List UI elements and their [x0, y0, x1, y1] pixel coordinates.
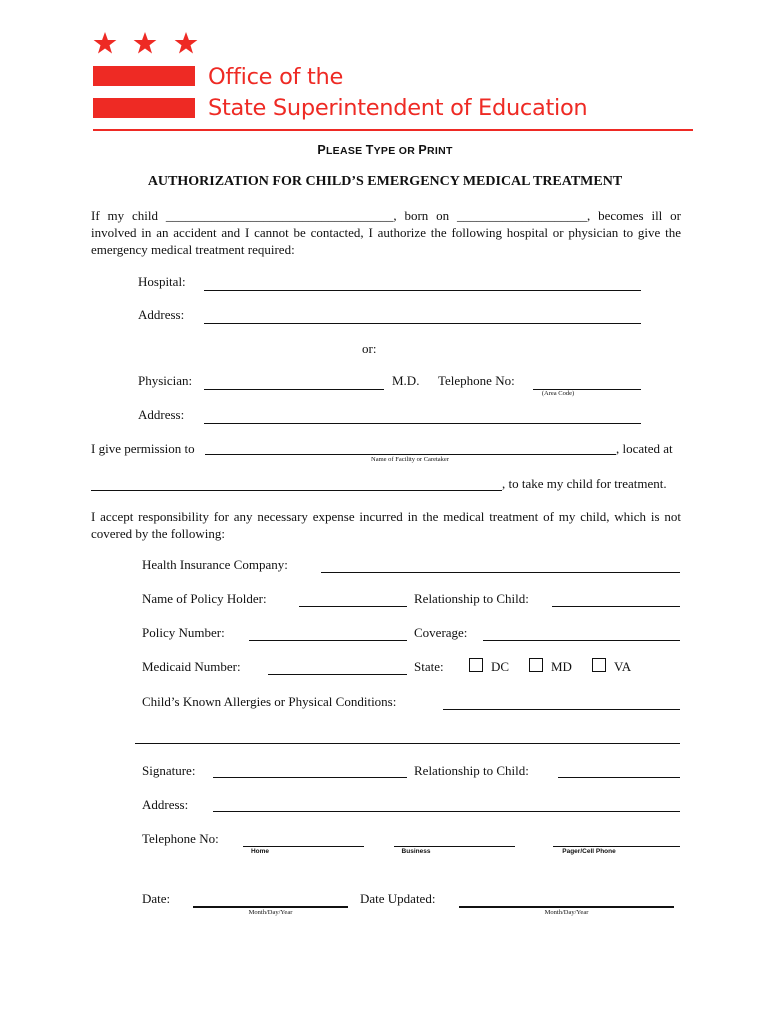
medicaid-label: Medicaid Number: [142, 659, 241, 674]
or-label: or: [362, 341, 377, 356]
logo-bar-bottom [93, 98, 195, 118]
signature-telephone-label: Telephone No: [142, 831, 219, 846]
instruction-text: PLEASE TYPE OR PRINT [317, 143, 453, 157]
date-updated-field[interactable] [459, 906, 674, 908]
va-label: VA [614, 659, 632, 674]
signature-address-field[interactable] [213, 811, 680, 812]
location-field[interactable] [91, 490, 502, 491]
star-icon [93, 31, 117, 55]
facility-field[interactable] [205, 454, 616, 455]
date-updated-caption: Month/Day/Year [544, 909, 589, 916]
pager-phone-field[interactable] [553, 846, 680, 847]
signature-relationship-field[interactable] [558, 777, 680, 778]
insurance-company-field[interactable] [321, 572, 680, 573]
physician-field[interactable] [204, 389, 384, 390]
policy-holder-field[interactable] [299, 606, 407, 607]
hospital-label: Hospital: [138, 274, 186, 289]
home-caption: Home [250, 848, 270, 855]
physician-label: Physician: [138, 373, 193, 388]
pager-caption: Pager/Cell Phone [562, 848, 616, 855]
allergies-field-line2[interactable] [135, 743, 680, 744]
facility-caption: Name of Facility or Caretaker [371, 456, 449, 463]
logo-bar-top [93, 66, 195, 86]
va-checkbox[interactable] [592, 658, 606, 672]
intro-paragraph: If my child ___________________________________, born on ____________________, becomes ill or involved in an accident and I cannot be contacted, I authorize the following hospital or physician to give the emergency medical treatment required: [91, 208, 681, 257]
insurance-company-label: Health Insurance Company: [142, 557, 288, 572]
md-state-label: MD [551, 659, 572, 674]
address-label: Address: [138, 307, 185, 322]
policy-number-field[interactable] [249, 640, 407, 641]
medicaid-field[interactable] [268, 674, 407, 675]
business-caption: Business [401, 848, 431, 855]
date-label: Date: [142, 891, 171, 906]
signature-address-label: Address: [142, 797, 189, 812]
permission-suffix: , located at [616, 441, 673, 456]
hospital-field[interactable] [204, 290, 641, 291]
md-label: M.D. [392, 373, 420, 388]
date-caption: Month/Day/Year [248, 909, 293, 916]
state-label: State: [414, 659, 444, 674]
policy-relationship-label: Relationship to Child: [414, 591, 529, 606]
logo-line-2: State Superintendent of Education [208, 95, 588, 121]
allergies-label: Child’s Known Allergies or Physical Conditions: [142, 694, 397, 709]
policy-holder-label: Name of Policy Holder: [142, 591, 267, 606]
business-phone-field[interactable] [394, 846, 515, 847]
star-icon [174, 31, 198, 55]
date-field[interactable] [193, 906, 348, 908]
date-updated-label: Date Updated: [360, 891, 436, 906]
permission-line2-suffix: , to take my child for treatment. [502, 476, 667, 491]
logo-line-1: Office of the [208, 64, 344, 90]
coverage-field[interactable] [483, 640, 680, 641]
policy-number-label: Policy Number: [142, 625, 225, 640]
allergies-field[interactable] [443, 709, 680, 710]
dc-label: DC [491, 659, 510, 674]
address-field[interactable] [204, 323, 641, 324]
coverage-label: Coverage: [414, 625, 468, 640]
md-checkbox[interactable] [529, 658, 543, 672]
responsibility-paragraph: I accept responsibility for any necessary expense incurred in the medical treatment of my child, which is not covered by the following: [91, 509, 681, 541]
header-rule [93, 129, 693, 131]
home-phone-field[interactable] [243, 846, 364, 847]
policy-relationship-field[interactable] [552, 606, 680, 607]
permission-prefix: I give permission to [91, 441, 195, 456]
signature-relationship-label: Relationship to Child: [414, 763, 529, 778]
signature-field[interactable] [213, 777, 407, 778]
dc-checkbox[interactable] [469, 658, 483, 672]
signature-label: Signature: [142, 763, 196, 778]
address2-label: Address: [138, 407, 185, 422]
area-code-caption: (Area Code) [541, 390, 575, 397]
physician-address-field[interactable] [204, 423, 641, 424]
star-icon [133, 31, 157, 55]
form-title: AUTHORIZATION FOR CHILD’S EMERGENCY MEDICAL TREATMENT [147, 174, 623, 189]
telephone-label: Telephone No: [438, 373, 515, 388]
